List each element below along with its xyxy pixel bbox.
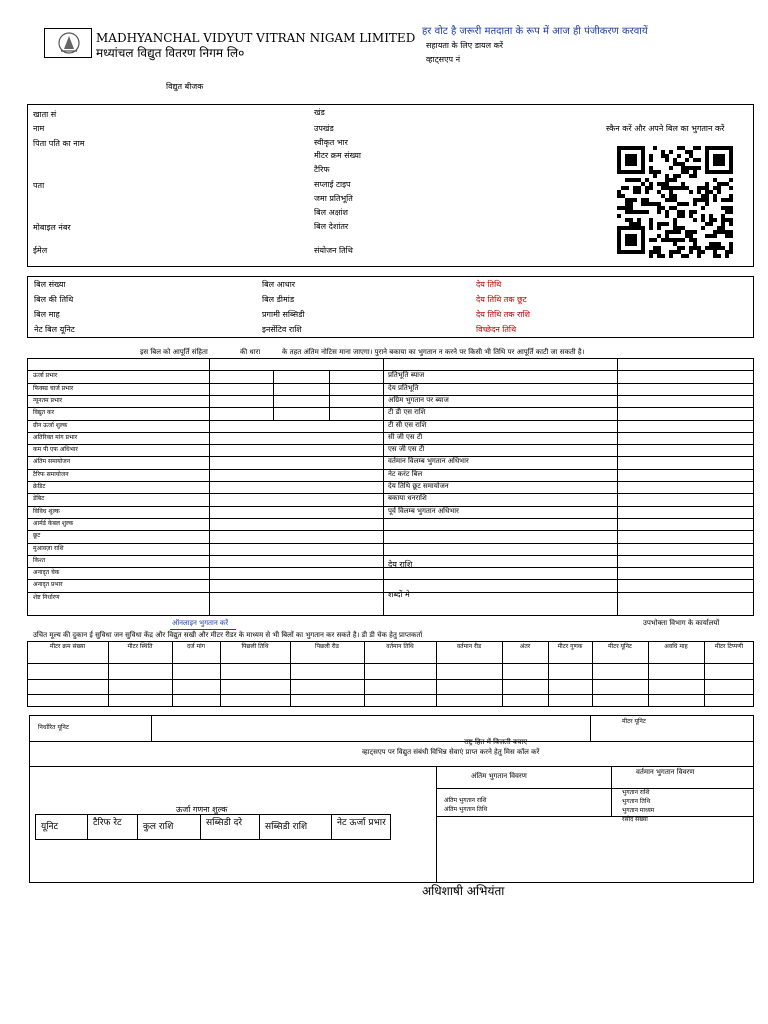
charge-label: अतिरिक्त मांग प्रभार [33,433,78,441]
calc-header: सब्सिडी राशि [265,822,308,832]
last-payment-field: अंतिम भुगतान तिथि [444,806,488,813]
meter-unit-label: मीटर यूनिट [622,718,646,725]
consumer-label: नाम [33,124,45,133]
calc-header: सब्सिडी दरे [206,818,243,828]
company-logo-icon [52,31,86,56]
whatsapp-label: व्हाट्सएप नं [426,55,461,64]
row-rule [27,518,754,519]
charge-label: विविध शुल्क [33,507,60,515]
last-payment-title: अंतिम भुगतान विवरण [471,772,527,780]
office-label: उपभोक्ता विभाग के कार्यालयों [643,619,720,627]
notice-part3: के तहत अंतिम नोटिस माना जाएगा। पुराने बकाया का भुगतान न करने पर किसी भी तिथि पर आपूर्ति काटी जा सकती है। [282,348,585,356]
charge-label-right: टी सी एस राशि [388,420,427,429]
current-payment-field: भुगतान तिथि [622,798,651,805]
charge-label: मुआवज़ा राशि [33,544,64,552]
bill-title: विद्युत बीजक [166,82,204,91]
meter-header: वर्तमान तिथि [386,643,414,650]
meter-header: मीटर क्रम संख्या [49,643,86,650]
consumer-label: खाता सं [33,110,57,119]
calc-col-rule [331,814,332,840]
charge-label: अंतिम समायोजन [33,458,71,466]
charge-label: कम पी एफ अधिभार [33,446,78,454]
vote-slogan: हर वोट है जरूरी मतदाता के रूप में आज ही पंजीकरण करवायें [422,26,648,37]
bill-label: बिल संख्या [34,280,66,289]
current-payment-title: वर्तमान भुगतान विवरण [636,768,695,776]
meter-row-rule [27,679,754,680]
bill-label: बिल की तिथि [34,295,74,304]
meter-header: पिछली तिथि [241,643,269,650]
whatsapp-message: व्हाट्सएप पर विद्युत संबंधी विभिन्न सेवाएं प्राप्त करने हेतु मिस कॉल करें [362,748,540,756]
charge-label: किश्त [33,556,46,564]
charge-label-right: सी जी एस टी [388,432,423,441]
due-label: विच्छेदन तिथि [476,325,517,334]
charge-label: न्यूनतम प्रभार [33,396,63,404]
connection-label: उपखंड [314,124,334,133]
energy-calc-title: ऊर्जा गणना शुल्क [176,805,228,814]
charge-label-right: एस जी एस टी [388,445,425,454]
words-label: शब्दों मे [388,590,410,599]
bill-label: नेट बिल यूनिट [34,325,75,334]
meter-row-rule [27,663,754,664]
connection-label: जमा प्रतिभूति [314,194,353,203]
connection-label: संयोजन तिथि [314,246,353,255]
consumer-label: मोबाइल नंबर [33,223,71,232]
row-rule [27,543,754,544]
charge-label: ऊर्जा प्रभार [33,372,58,380]
meter-header: दर्ज मांग [186,643,206,650]
charge-label-right: देय तिथि छूट समायोजन [388,482,449,490]
meter-header: अंतर [519,643,531,650]
notice-part1: इस बिल को आपूर्ति संहिता [140,348,208,356]
calc-header: नेट ऊर्जा प्रभार [337,818,386,828]
calc-col-rule [87,814,88,840]
bill-label: बिल आधार [262,280,296,289]
bill-label: प्रगामी सब्सिडी [262,310,305,319]
charge-label-right: पूर्व विलम्ब भुगतान अधिभार [388,506,459,515]
charge-label: विद्युत कर [33,409,55,417]
notice-part2: की धारा [240,348,261,356]
row-rule [27,555,754,556]
company-name-en: MADHYANCHAL VIDYUT VITRAN NIGAM LIMITED [96,31,416,45]
connection-label: सप्लाई टाइप [314,180,351,189]
charge-label: अनादृत प्रभार [33,581,63,589]
bill-label: इनसेंटिव राशि [262,325,302,334]
charge-label-right: टी डी एस राशि [388,408,426,417]
charge-label-right: वर्तमान विलम्ब भुगतान अधिभार [388,457,469,466]
row-rule [27,579,754,580]
connection-label: मीटर क्रम संख्या [314,151,361,160]
assessed-units-label: निर्धारित यूनिट [38,724,69,731]
calc-header: यूनिट [41,822,59,832]
bill-label: बिल डीमांड [262,295,295,304]
national-message: राष्ट्र हित में बिजली बचाए [464,738,528,746]
meter-header: मीटर टिप्पणी [714,643,744,650]
meter-header: अवधि माह [664,643,688,650]
online-payment-link[interactable]: ऑनलाइन भुगतान करें [172,619,229,627]
qr-code-icon[interactable] [616,146,734,258]
charge-label-right: नेट करंट बिल [388,469,423,478]
scan-to-pay-text: स्कैन करें और अपने बिल का भुगतान करें [606,124,725,133]
bill-label: बिल माह [34,310,60,319]
connection-label: स्वीकृत भार [314,138,348,147]
charge-label: अनादृत चेक [33,569,60,577]
connection-label: बिल देशांतर [314,222,349,231]
dues-label: देय राशि [388,560,413,569]
due-label: देय तिथि तक राशि [476,310,530,319]
current-payment-field: रसीद संख्या [622,816,648,823]
calc-col-rule [200,814,201,840]
signature-title: अधिशाषी अभियंता [422,884,505,898]
due-label: देय तिथि तक छूट [476,295,527,304]
meter-header: मीटर गुणक [557,643,583,650]
charge-label: टैरिफ समायोजन [33,470,69,478]
bill-info-box [27,276,754,338]
connection-label: बिल अक्षांश [314,208,348,217]
charge-label-right: अग्रिम भुगतान पर ब्याज [388,395,449,404]
charge-label: डेबिट [33,495,45,503]
company-name-hi: मध्यांचल विद्युत वितरण निगम लि० [96,46,245,60]
row-rule [27,530,754,531]
charge-label-right: प्रतिभूति ब्याज [388,371,425,380]
calc-col-rule [259,814,260,840]
charge-label: फिक्स्ड चार्ज प्रभार [33,384,74,392]
calc-header: टैरिफ रेट [93,818,122,828]
charge-label: ग्रीन ऊर्जा शुल्क [33,421,68,429]
meter-header: वर्तमान रीड [456,643,482,650]
calc-header: कुल राशि [143,822,174,832]
meter-header: मीटर यूनिट [608,643,632,650]
connection-label: टैरिफ [314,165,330,174]
charge-label: शेष्ट निर्धारण [33,593,60,601]
charge-label: छूट [33,532,41,540]
helpline-label: सहायता के लिए डायल करें [426,41,504,50]
consumer-label: पता [33,181,45,190]
last-payment-field: अंतिम भुगतान राशि [444,797,487,804]
current-payment-field: भुगतान माध्यम [622,807,655,814]
connection-label: खंड [314,108,325,117]
charge-label-right: बकाया धनराशि [388,494,427,503]
consumer-label: ईमेल [33,246,48,255]
charge-label: क्रेडिट [33,483,46,490]
payment-info-text: उचित मूल्य की दुकान ई सुविधा जन सुविधा केंद्र और विद्युत सखी और मीटर रीडर के माध्यम से भी बिलों का भुगतान कर सकते है। डी डी चेक हेतु प्राप्तकर्ता [33,631,423,639]
meter-header: पिछली रीड [315,643,339,650]
meter-header: मीटर स्थिति [127,643,153,650]
calc-col-rule [137,814,138,840]
due-label: देय तिथि [476,280,502,289]
current-payment-field: भुगतान राशि [622,789,650,796]
meter-row-rule [27,694,754,695]
consumer-label: पिता पति का नाम [33,139,85,148]
charge-label-right: देय प्रतिभूति [388,383,419,392]
charge-label: आर्मर्ड केबल शुल्क [33,519,74,527]
